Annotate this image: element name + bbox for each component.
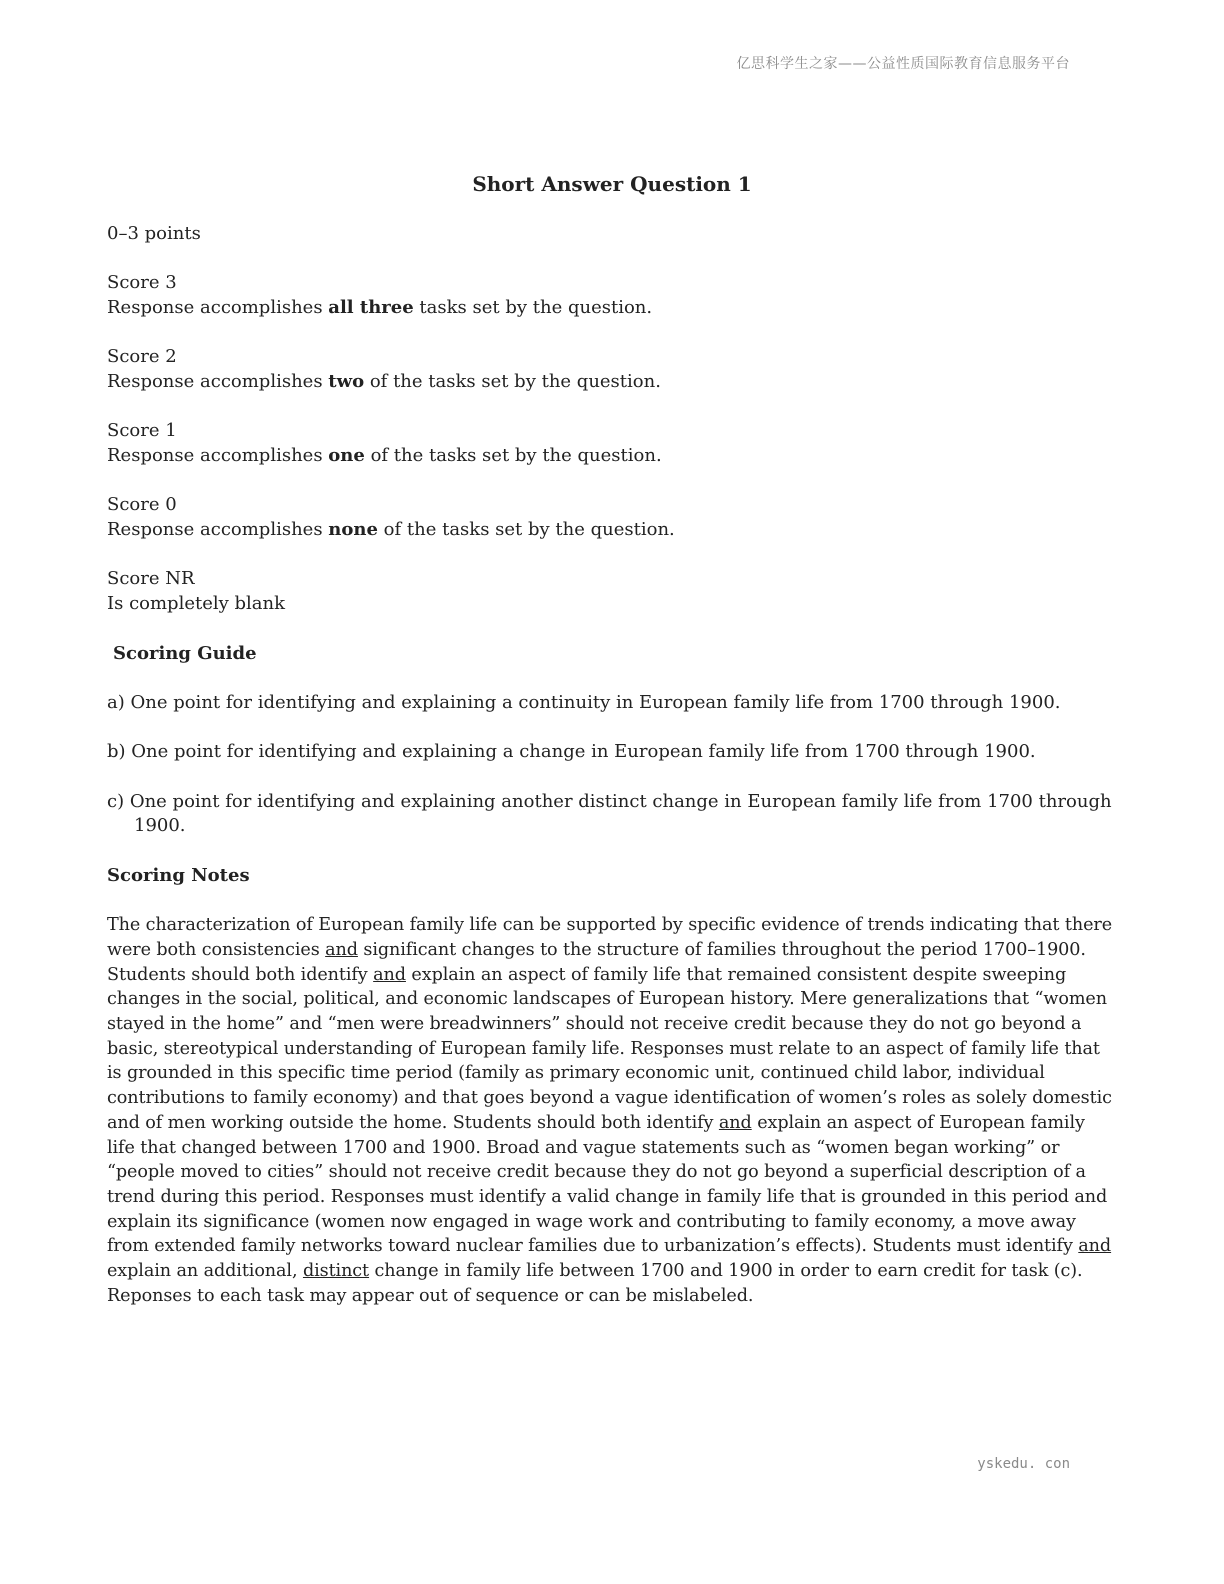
scoring-notes-paragraph: The characterization of European family life can be supported by specific evidence of trends indicating that there were both consistencies and significant changes to the structure of families throughout the period 1700–1900. Students should both identify and explain an aspect of family life that remained consistent despite sweeping changes in the social, political, and economic landscapes of European history. Mere generalizations that “women stayed in the home” and “men were breadwinners” should not receive credit because they do not go beyond a basic, stereotypical understanding of European family life. Responses must relate to an aspect of family life that is grounded in this specific time period (family as primary economic unit, continued child labor, individual contributions to family economy) and that goes beyond a vague identification of women’s roles as solely domestic and of men working outside the home. Students should both identify and explain an aspect of European family life that changed between 1700 and 1900. Broad and vague statements such as “women began working” or “people moved to cities” should not receive credit because they do not go beyond a superficial description of a trend during this period. Responses must identify a valid change in family life that is grounded in this period and explain its significance (women now engaged in wage work and contributing to family economy, a move away from extended family networks toward nuclear families due to urbanization’s effects). Students must identify and explain an additional, distinct change in family life between 1700 and 1900 in order to earn credit for task (c). Reponses to each task may appear out of sequence or can be mislabeled.: [107, 915, 1113, 1306]
score-label: Score 1: [107, 420, 177, 442]
page-title: Short Answer Question 1: [472, 172, 752, 196]
score-description: Response accomplishes one of the tasks set by the question.: [107, 444, 662, 466]
footer-watermark: yskedu. con: [977, 1456, 1070, 1472]
score-label: Score 2: [107, 346, 177, 368]
header-watermark: 亿思科学生之家——公益性质国际教育信息服务平台: [736, 56, 1070, 72]
guide-item-a: a) One point for identifying and explaining a continuity in European family life from 1700 through 1900.: [107, 691, 1061, 713]
guide-item-b: b) One point for identifying and explaining a change in European family life from 1700 through 1900.: [107, 741, 1036, 763]
document-body: [107, 172, 1117, 1308]
score-0-block: [107, 493, 1117, 542]
underlined-emphasis: and: [718, 1112, 752, 1133]
underlined-emphasis: distinct: [302, 1261, 370, 1282]
score-description: Response accomplishes all three tasks set by the question.: [107, 296, 653, 318]
scoring-notes-body: [107, 913, 1117, 1308]
scoring-notes-heading: Scoring Notes: [107, 864, 250, 886]
scoring-guide-heading: Scoring Guide: [113, 642, 257, 664]
score-1-block: [107, 419, 1117, 468]
underlined-emphasis: and: [373, 964, 406, 985]
underlined-emphasis: and: [1078, 1236, 1112, 1257]
score-description: Is completely blank: [107, 593, 286, 615]
score-label: Score 3: [107, 272, 177, 294]
score-2-block: [107, 345, 1117, 394]
score-description: Response accomplishes none of the tasks set by the question.: [107, 519, 675, 541]
underlined-emphasis: and: [325, 939, 358, 960]
score-label: Score 0: [107, 494, 177, 516]
score-3-block: [107, 271, 1117, 320]
score-nr-block: [107, 567, 1117, 616]
guide-item-c: c) One point for identifying and explaining another distinct change in European family life from 1700 through 1900.: [107, 790, 1112, 837]
score-description: Response accomplishes two of the tasks set by the question.: [107, 370, 661, 392]
score-label: Score NR: [107, 568, 195, 590]
points-range: 0–3 points: [107, 222, 201, 244]
